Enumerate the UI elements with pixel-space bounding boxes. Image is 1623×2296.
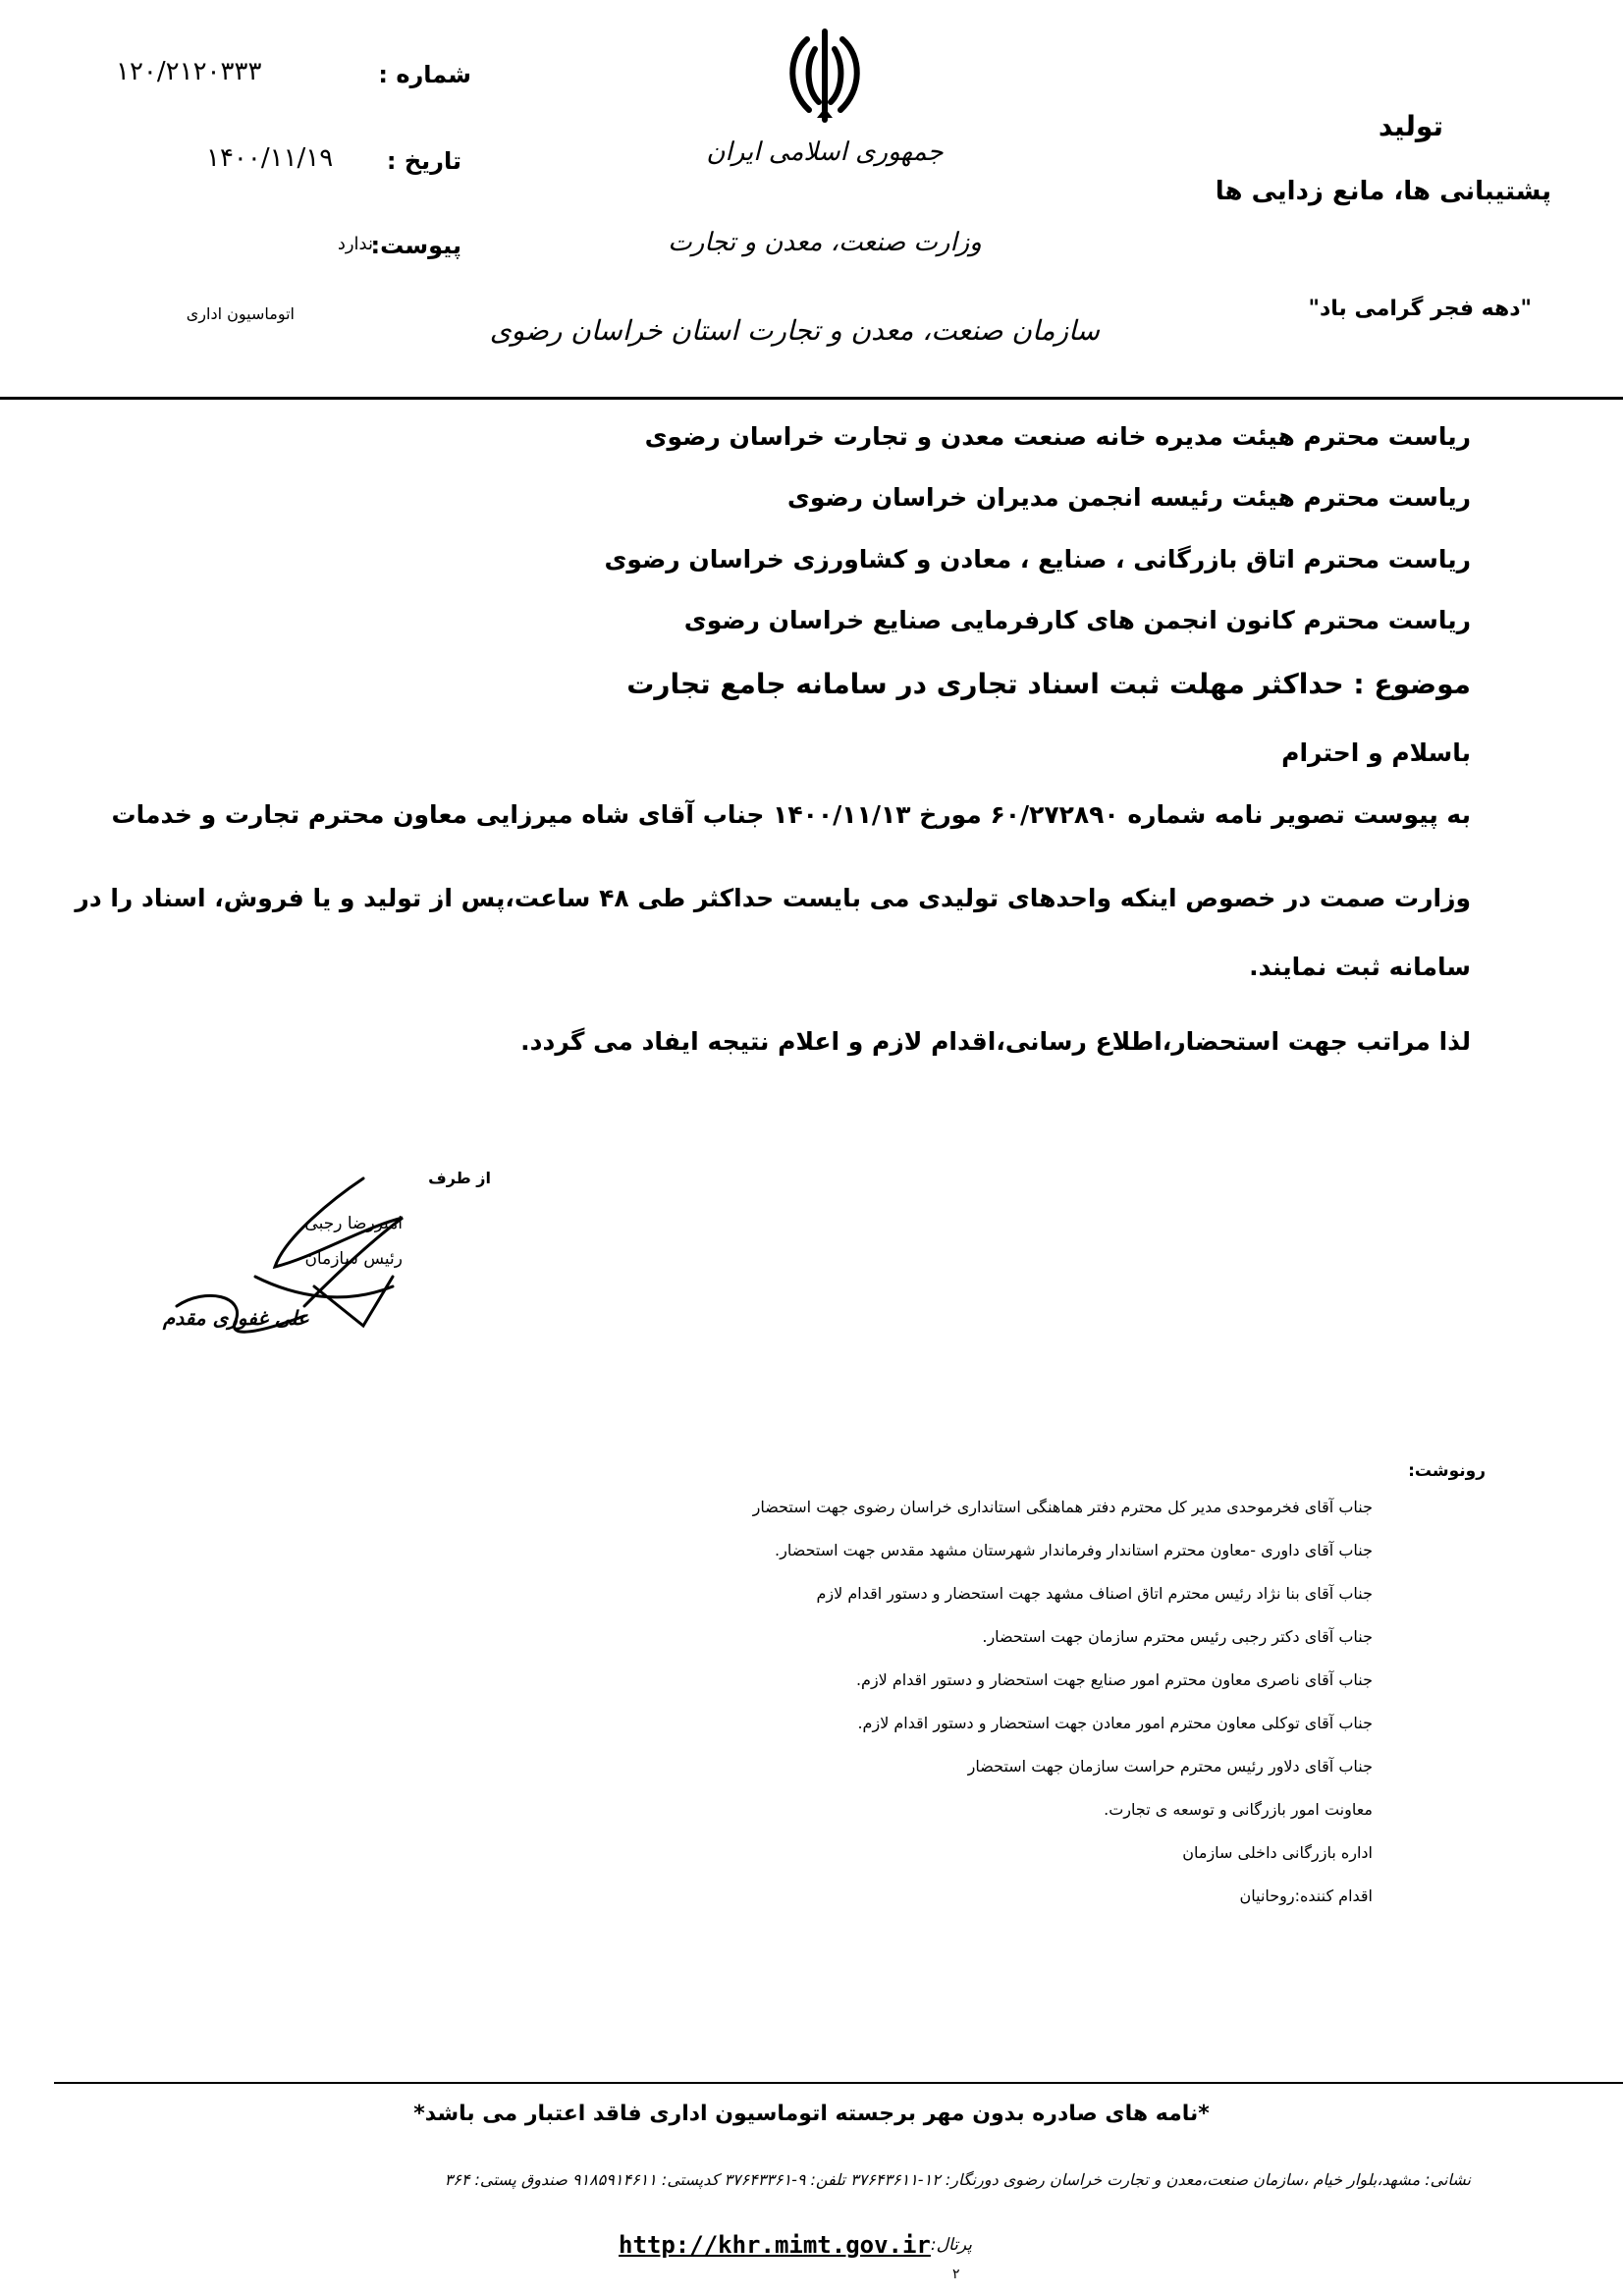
cc-item-2: جناب آقای داوری -معاون محترم استاندار وفرماندار شهرستان مشهد مقدس جهت استحضار. — [775, 1541, 1373, 1559]
cc-item-5: جناب آقای ناصری معاون محترم امور صنایع جهت استحضار و دستور اقدام لازم. — [855, 1670, 1373, 1689]
emblem-line-3: سازمان صنعت، معدن و تجارت استان خراسان رضوی — [489, 314, 1100, 347]
cc-item-9: اداره بازرگانی داخلی سازمان — [1182, 1843, 1373, 1862]
cc-label: رونوشت: — [1408, 1461, 1486, 1481]
cc-list — [295, 1498, 1373, 1930]
header-divider — [0, 397, 1623, 400]
recipient-1: ریاست محترم هیئت مدیره خانه صنعت معدن و تجارت خراسان رضوی — [644, 422, 1471, 451]
footer-portal — [609, 2231, 1021, 2270]
number-label: شماره : — [378, 61, 471, 88]
emblem-line-2: وزارت صنعت، معدن و تجارت — [668, 228, 982, 257]
cc-item-4: جناب آقای دکتر رجبی رئیس محترم سازمان جهت استحضار. — [982, 1627, 1373, 1646]
subject-line: موضوع : حداکثر مهلت ثبت اسناد تجاری در سامانه جامع تجارت — [626, 668, 1471, 700]
signed-name: علی غفوری مقدم — [162, 1306, 309, 1330]
date-value: ۱۴۰۰/۱۱/۱۹ — [206, 143, 334, 173]
greeting: باسلام و احترام — [1281, 738, 1471, 767]
signer-name: امیررضا رجبی — [304, 1214, 403, 1233]
attachment-label: پیوست: — [370, 232, 461, 259]
portal-url-link[interactable]: http://khr.mimt.gov.ir — [619, 2231, 931, 2259]
attachment-value: ندارد — [337, 234, 373, 254]
recipient-2: ریاست محترم هیئت رئیسه انجمن مدیران خراسان رضوی — [786, 483, 1471, 512]
date-label: تاریخ : — [386, 147, 461, 175]
body-line-3: سامانه ثبت نمایند. — [1249, 953, 1471, 981]
body-line-1: به پیوست تصویر نامه شماره ۶۰/۲۷۲۸۹۰ مورخ ۱۴۰۰/۱۱/۱۳ جناب آقای شاه میرزایی معاون محترم تجارت و خدمات — [111, 800, 1471, 829]
signer-title: رئیس سازمان — [304, 1249, 403, 1269]
cc-item-10: اقدام کننده:روحانیان — [1239, 1886, 1373, 1905]
recipient-4: ریاست محترم کانون انجمن های کارفرمایی صنایع خراسان رضوی — [683, 606, 1471, 634]
recipient-3: ریاست محترم اتاق بازرگانی ، صنایع ، معادن و کشاورزی خراسان رضوی — [604, 545, 1471, 574]
cc-item-8: معاونت امور بازرگانی و توسعه ی تجارت. — [1104, 1800, 1373, 1819]
footer-notice: *نامه های صادره بدون مهر برجسته اتوماسیون اداری فاقد اعتبار می باشد* — [413, 2102, 1210, 2126]
footer-address: نشانی: مشهد،بلوار خیام ،سازمان صنعت،معدن و تجارت خراسان رضوی دورنگار: ۱۲-۳۷۶۴۳۶۱۱ تلفن: ۹-۳۷۶۴۳۳۶۱ کدپستی: ۹۱۸۵۹۱۴۶۱۱ صندوق پستی: ۳۶۴ — [444, 2170, 1471, 2189]
cc-item-7: جناب آقای دلاور رئیس محترم حراست سازمان جهت استحضار — [967, 1757, 1373, 1776]
footer-divider — [54, 2082, 1623, 2084]
body-line-2: وزارت صمت در خصوص اینکه واحدهای تولیدی می بایست حداکثر طی ۴۸ ساعت،پس از تولید و یا فروش، اسناد را در — [75, 884, 1471, 912]
iran-emblem-icon — [778, 22, 872, 130]
number-value: ۱۲۰/۲۱۲۰۳۳۳ — [116, 57, 262, 86]
cc-item-3: جناب آقای بنا نژاد رئیس محترم اتاق اصناف مشهد جهت استحضار و دستور اقدام لازم — [816, 1584, 1373, 1603]
signature-block — [147, 1159, 501, 1375]
right-quote: "دهه فجر گرامی باد" — [1308, 297, 1532, 321]
automation-label: اتوماسیون اداری — [186, 304, 295, 323]
cc-item-6: جناب آقای توکلی معاون محترم امور معادن جهت استحضار و دستور اقدام لازم. — [857, 1714, 1373, 1732]
cc-item-1: جناب آقای فخرموحدی مدیر کل محترم دفتر هماهنگی استانداری خراسان رضوی جهت استحضار — [752, 1498, 1373, 1516]
right-title: تولید — [1378, 110, 1443, 142]
body-line-4: لذا مراتب جهت استحضار،اطلاع رسانی،اقدام لازم و اعلام نتیجه ایفاد می گردد. — [520, 1027, 1471, 1056]
right-subtitle: پشتیبانی ها، مانع زدایی ها — [1215, 177, 1551, 206]
portal-label: پرتال: — [930, 2235, 972, 2255]
emblem-line-1: جمهوری اسلامی ایران — [706, 137, 944, 167]
letter-header — [0, 0, 1623, 393]
page-mark: ۲ — [952, 2267, 960, 2282]
on-behalf-label: از طرف — [428, 1169, 491, 1187]
